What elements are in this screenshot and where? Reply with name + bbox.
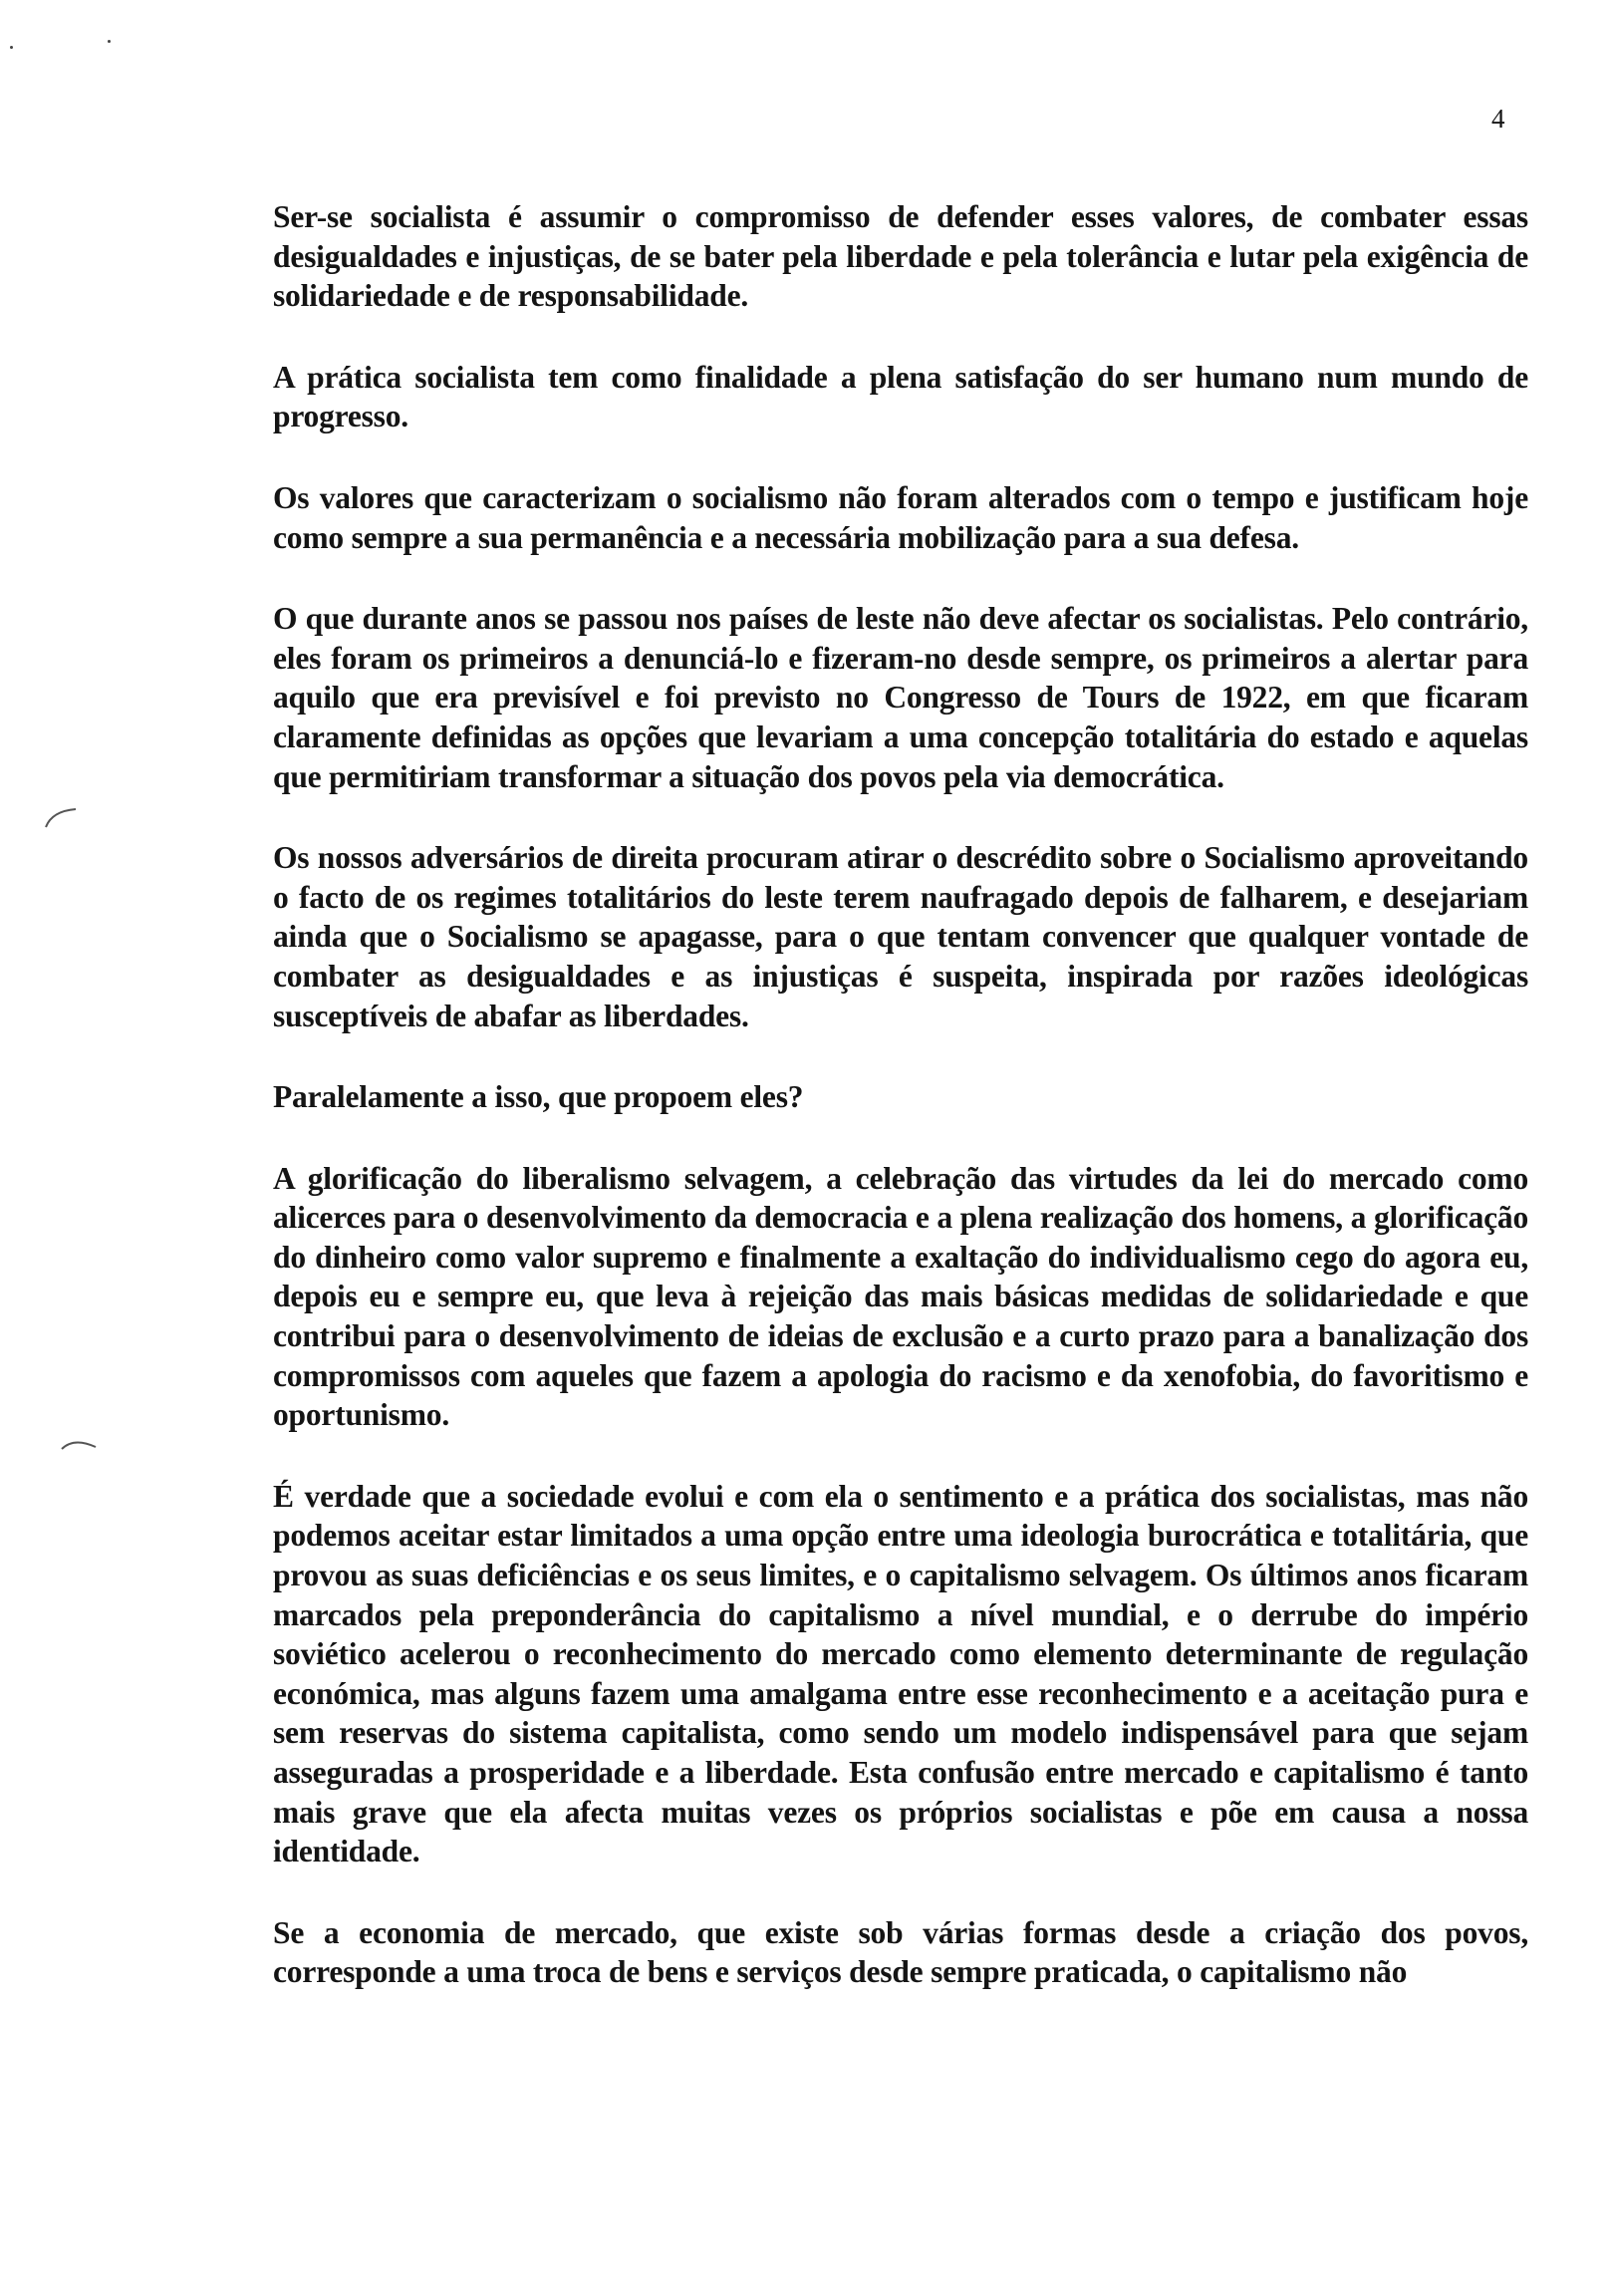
paragraph-4: O que durante anos se passou nos países de leste não deve afectar os socialistas. Pelo contrário, eles foram os primeiros a denunciá-lo e fizeram-no desde sempre, os primeiros a alertar para aquilo que era previsível e foi previsto no Congresso de Tours de 1922, em que ficaram claramente definidas as opções que levariam a uma concepção totalitária do estado e aquelas que permitiriam transformar a situação dos povos pela via democrática. [273,601,1528,794]
scan-mark-lower [58,1431,102,1461]
scan-speck [108,40,111,43]
scan-mark-upper [40,803,84,833]
paragraph-6: Paralelamente a isso, que propoem eles? [273,1079,804,1115]
paragraph-1: Ser-se socialista é assumir o compromisso de defender esses valores, de combater essas desigualdades e injustiças, de se bater pela liberdade e pela tolerância e lutar pela exigência de solidariedade e de responsabilidade. [273,199,1528,314]
paragraph-5: Os nossos adversários de direita procuram atirar o descrédito sobre o Socialismo aproveitando o facto de os regimes totalitários do leste terem naufragado depois de falharem, e desejariam ainda que o Socialismo se apagasse, para o que tentam convencer que qualquer vontade de combater as desigualdades e as injustiças é suspeita, inspirada por razões ideológicas susceptíveis de abafar as liberdades. [273,840,1528,1033]
scan-speck [10,46,13,49]
paragraph-8: É verdade que a sociedade evolui e com ela o sentimento e a prática dos socialistas, mas não podemos aceitar estar limitados a uma opção entre uma ideologia burocrática e totalitária, que provou as suas deficiências e os seus limites, e o capitalismo selvagem. Os últimos anos ficaram marcados pela preponderância do capitalismo a nível mundial, e o derrube do império soviético acelerou o reconhecimento do mercado como elemento determinante de regulação económica, mas alguns fazem uma amalgama entre esse reconhecimento e a aceitação pura e sem reservas do sistema capitalista, como sendo um modelo indispensável para que sejam asseguradas a prosperidade e a liberdade. Esta confusão entre mercado e capitalismo é tanto mais grave que ela afecta muitas vezes os próprios socialistas e põe em causa a nossa identidade. [273,1478,1528,1869]
page-number: 4 [1491,104,1505,134]
paragraph-7: A glorificação do liberalismo selvagem, a celebração das virtudes da lei do mercado como alicerces para o desenvolvimento da democracia e a plena realização dos homens, a glorificação do dinheiro como valor supremo e finalmente a exaltação do individualismo cego do agora eu, depois eu e sempre eu, que leva à rejeição das mais básicas medidas de solidariedade e que contribui para o desenvolvimento de ideias de exclusão e a curto prazo para a banalização dos compromissos com aqueles que fazem a apologia do racismo e da xenofobia, do favoritismo e oportunismo. [273,1160,1528,1433]
document-body [273,197,1528,2034]
paragraph-9: Se a economia de mercado, que existe sob várias formas desde a criação dos povos, corresponde a uma troca de bens e serviços desde sempre praticada, o capitalismo não [273,1914,1528,1990]
paragraph-2: A prática socialista tem como finalidade a plena satisfação do ser humano num mundo de progresso. [273,359,1528,434]
paragraph-3: Os valores que caracterizam o socialismo não foram alterados com o tempo e justificam hoje como sempre a sua permanência e a necessária mobilização para a sua defesa. [273,479,1528,555]
